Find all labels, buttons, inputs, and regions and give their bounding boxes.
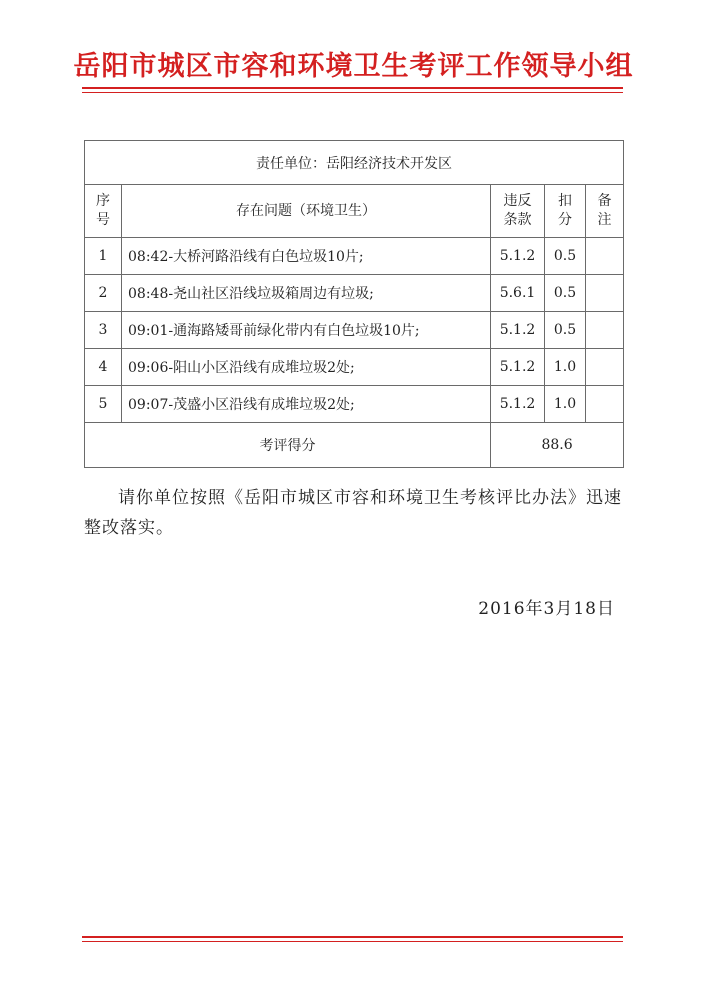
row-issue: 09:06-阳山小区沿线有成堆垃圾2处; [122, 349, 491, 386]
row-issue: 09:01-通海路矮哥前绿化带内有白色垃圾10片; [122, 312, 491, 349]
column-header-issue: 存在问题（环境卫生） [122, 185, 491, 238]
header-rule-thick [82, 87, 623, 89]
row-clause: 5.6.1 [491, 275, 545, 312]
issue-date: 2016年3月18日 [478, 599, 615, 619]
row-remark [586, 238, 624, 275]
inspection-table [84, 140, 624, 468]
row-remark [586, 386, 624, 423]
row-deduct: 0.5 [545, 312, 586, 349]
row-index: 3 [85, 312, 122, 349]
column-header-index: 序号 [95, 193, 110, 228]
column-header-clause: 违反条款 [503, 193, 532, 228]
footer-rule-thick [82, 936, 623, 938]
header-rule-thin [82, 92, 623, 93]
row-issue: 09:07-茂盛小区沿线有成堆垃圾2处; [122, 386, 491, 423]
row-deduct: 0.5 [545, 275, 586, 312]
column-header-deduct: 扣分 [557, 193, 572, 228]
row-clause: 5.1.2 [491, 386, 545, 423]
total-score-label: 考评得分 [85, 423, 491, 468]
row-index: 4 [85, 349, 122, 386]
row-index: 5 [85, 386, 122, 423]
table-row [85, 386, 624, 423]
table-row [85, 275, 624, 312]
document-title: 岳阳市城区市容和环境卫生考评工作领导小组 [73, 51, 634, 82]
row-clause: 5.1.2 [491, 312, 545, 349]
row-clause: 5.1.2 [491, 238, 545, 275]
row-index: 2 [85, 275, 122, 312]
row-remark [586, 312, 624, 349]
table-row [85, 312, 624, 349]
row-clause: 5.1.2 [491, 349, 545, 386]
total-score-value: 88.6 [491, 423, 624, 468]
row-deduct: 0.5 [545, 238, 586, 275]
row-issue: 08:48-尧山社区沿线垃圾箱周边有垃圾; [122, 275, 491, 312]
row-remark [586, 349, 624, 386]
row-deduct: 1.0 [545, 349, 586, 386]
row-index: 1 [85, 238, 122, 275]
row-deduct: 1.0 [545, 386, 586, 423]
footer-rule-thin [82, 941, 623, 942]
responsible-unit: 责任单位：岳阳经济技术开发区 [85, 141, 624, 185]
column-header-remark: 备注 [597, 193, 612, 228]
row-issue: 08:42-大桥河路沿线有白色垃圾10片; [122, 238, 491, 275]
rectification-note: 请你单位按照《岳阳市城区市容和环境卫生考核评比办法》迅速整改落实。 [84, 488, 622, 538]
table-row [85, 238, 624, 275]
table-row [85, 349, 624, 386]
row-remark [586, 275, 624, 312]
